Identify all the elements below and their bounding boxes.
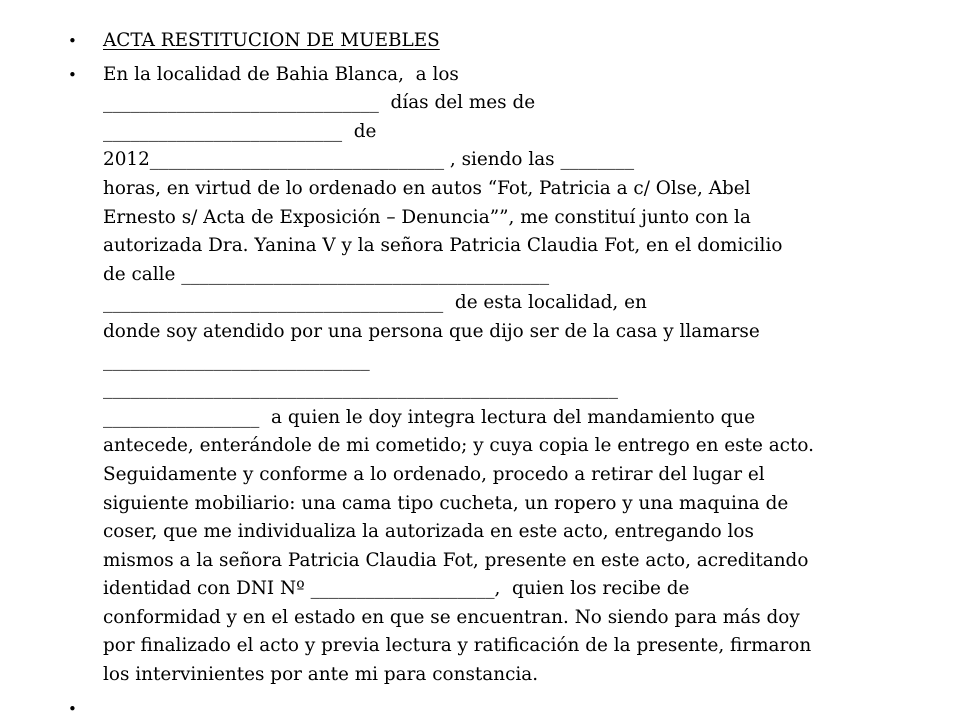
list-item-empty <box>68 695 928 723</box>
body-line: autorizada Dra. Yanina V y la señora Patricia Claudia Fot, en el domicilio <box>103 235 783 257</box>
body-line: __________________________ de <box>103 120 377 142</box>
body-line: siguiente mobiliario: una cama tipo cucheta, un ropero y una maquina de <box>103 492 789 514</box>
body-line: _____________________________ <box>103 349 370 371</box>
body-line: coser, que me individualiza la autorizada en este acto, entregando los <box>103 521 754 543</box>
acta-body-text <box>103 61 928 690</box>
list-item-body <box>68 61 928 690</box>
body-line: los intervinientes por ante mi para constancia. <box>103 664 539 686</box>
list-item-title <box>68 27 928 56</box>
body-line: Seguidamente y conforme a lo ordenado, procedo a retirar del lugar el <box>103 463 765 485</box>
body-line: de calle ________________________________________ <box>103 263 550 285</box>
body-line: ______________________________ días del mes de <box>103 92 536 114</box>
body-line: ________________________________________________________ <box>103 378 618 400</box>
bullet-list <box>68 27 928 723</box>
body-line: 2012________________________________ , siendo las ________ <box>103 149 635 171</box>
body-line: horas, en virtud de lo ordenado en autos “Fot, Patricia a c/ Olse, Abel <box>103 177 751 199</box>
body-line: _________________ a quien le doy integra lectura del mandamiento que <box>103 406 756 428</box>
body-line: antecede, enterándole de mi cometido; y cuya copia le entrego en este acto. <box>103 435 814 457</box>
bullet-icon: • <box>68 699 77 718</box>
body-line: identidad con DNI Nº ____________________, quien los recibe de <box>103 578 690 600</box>
body-line: En la localidad de Bahia Blanca, a los <box>103 63 459 85</box>
body-line: por finalizado el acto y previa lectura y ratificación de la presente, firmaron <box>103 635 812 657</box>
bullet-icon: • <box>68 65 77 84</box>
body-line: conformidad y en el estado en que se encuentran. No siendo para más doy <box>103 606 800 628</box>
body-line: mismos a la señora Patricia Claudia Fot, presente en este acto, acreditando <box>103 549 809 571</box>
bullet-icon: • <box>68 32 77 50</box>
document-title: ACTA RESTITUCION DE MUEBLES <box>103 30 440 51</box>
body-line: donde soy atendido por una persona que dijo ser de la casa y llamarse <box>103 320 760 342</box>
body-line: _____________________________________ de esta localidad, en <box>103 292 647 314</box>
body-line: Ernesto s/ Acta de Exposición – Denuncia””, me constituí junto con la <box>103 206 751 228</box>
